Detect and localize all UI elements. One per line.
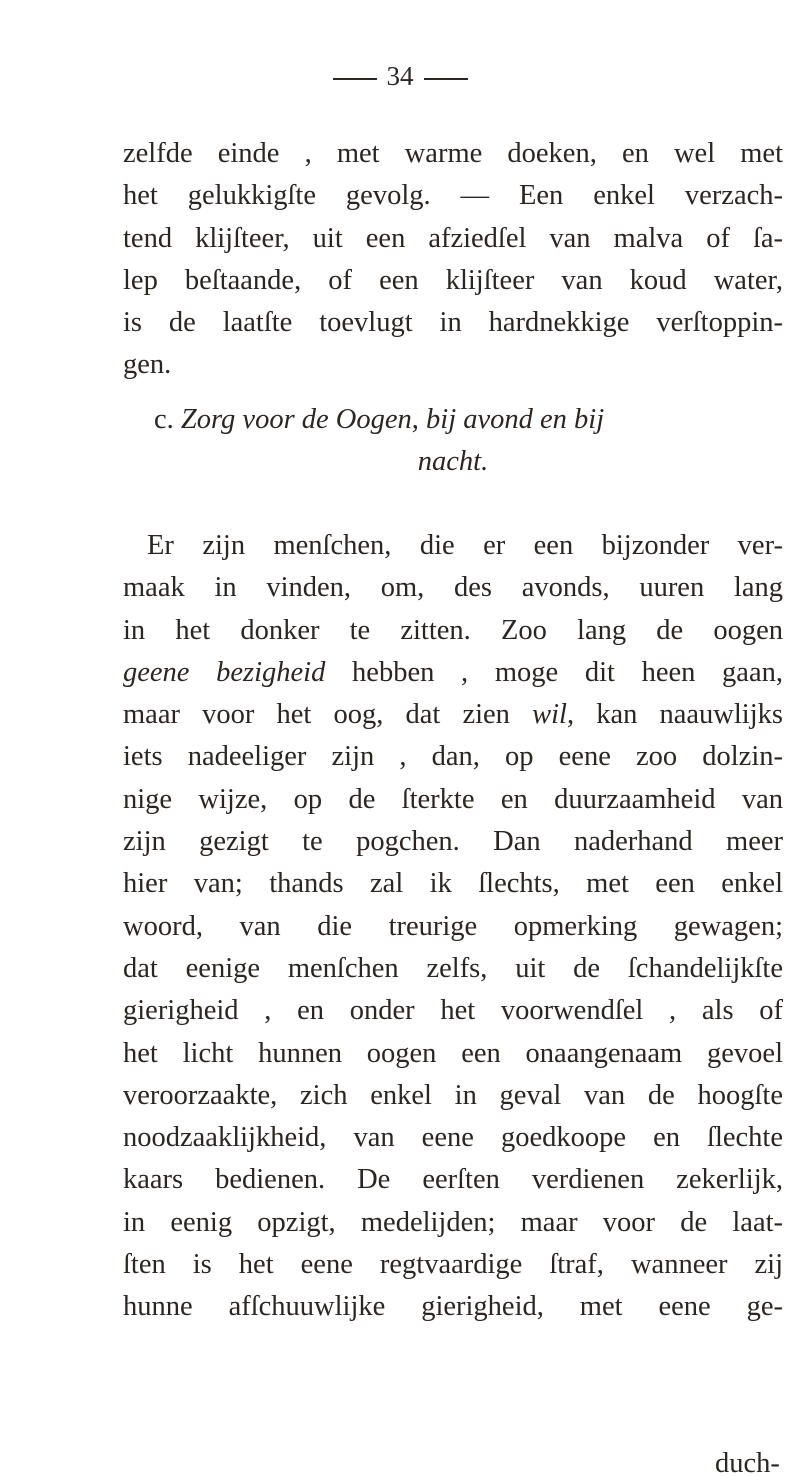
section-heading-line xyxy=(123,441,783,483)
header-rule-right xyxy=(424,78,468,80)
text-line: nige wijze, op de ſterkte en duurzaamheid van xyxy=(123,783,783,815)
text-line: is de laatſte toevlugt in hardnekkige verſtoppin- xyxy=(123,307,783,339)
text-line: in het donker te zitten. Zoo lang de oogen xyxy=(123,614,783,646)
text-line: zelfde einde , met warme doeken, en wel met xyxy=(123,138,783,169)
text-segment: hebben , moge dit heen gaan, xyxy=(325,656,783,688)
text-line: het gelukkigſte gevolg. — Een enkel verzach- xyxy=(123,180,783,212)
section-heading xyxy=(123,399,783,483)
text-line xyxy=(123,694,783,736)
text-line: in eenig opzigt, medelijden; maar voor de laat- xyxy=(123,1206,783,1238)
text-line: woord, van die treurige opmerking gewagen; xyxy=(123,910,783,942)
header-rule-left xyxy=(333,78,377,80)
italic-phrase: wil xyxy=(532,699,567,731)
text-segment: , kan naauwlijks xyxy=(566,699,783,731)
page-header xyxy=(0,58,800,94)
text-line: noodzaaklijkheid, van eene goedkoope en ſlechte xyxy=(123,1122,783,1154)
text-line: hier van; thands zal ik ſlechts, met een enkel xyxy=(123,868,783,900)
text-line: kaars bedienen. De eerſten verdienen zekerlijk, xyxy=(123,1164,783,1196)
text-line: ſten is het eene regtvaardige ſtraf, wanneer zij xyxy=(123,1249,783,1281)
text-line xyxy=(123,652,783,694)
catchword: duch- xyxy=(715,1452,780,1476)
text-line: veroorzaakte, zich enkel in geval van de hoogſte xyxy=(123,1079,783,1111)
section-heading-line xyxy=(123,399,783,441)
text-line: zijn gezigt te pogchen. Dan naderhand meer xyxy=(123,826,783,858)
text-line: Er zijn menſchen, die er een bijzonder ver- xyxy=(147,530,783,561)
text-line: hunne afſchuuwlijke gierigheid, met eene ge- xyxy=(123,1291,783,1323)
italic-phrase: geene bezigheid xyxy=(123,656,326,688)
section-title-part: Zorg voor de Oogen xyxy=(180,404,412,435)
text-line: maak in vinden, om, des avonds, uuren lang xyxy=(123,572,783,604)
text-line: het licht hunnen oogen een onaangenaam gevoel xyxy=(123,1037,783,1069)
text-line: lep beſtaande, of een klijſteer van koud water, xyxy=(123,264,783,296)
text-line: tend klijſteer, uit een afziedſel van malva of ſa- xyxy=(123,222,783,254)
text-line: gierigheid , en onder het voorwendſel , als of xyxy=(123,995,783,1027)
section-title-part: nacht. xyxy=(417,446,489,477)
section-title-separator: , xyxy=(411,404,427,435)
section-title-part: bij avond en bij xyxy=(426,404,605,435)
page-number: 34 xyxy=(386,61,414,91)
text-segment: maar voor het oog, dat zien xyxy=(123,699,533,731)
text-line: gen. xyxy=(123,349,172,381)
text-line: dat eenige menſchen zelfs, uit de ſchandelijkſte xyxy=(123,952,783,984)
paragraph-2 xyxy=(123,525,783,1329)
section-marker: c. xyxy=(154,404,174,435)
paragraph-1 xyxy=(123,133,783,387)
text-line: iets nadeeliger zijn , dan, op eene zoo dolzin- xyxy=(123,741,783,773)
